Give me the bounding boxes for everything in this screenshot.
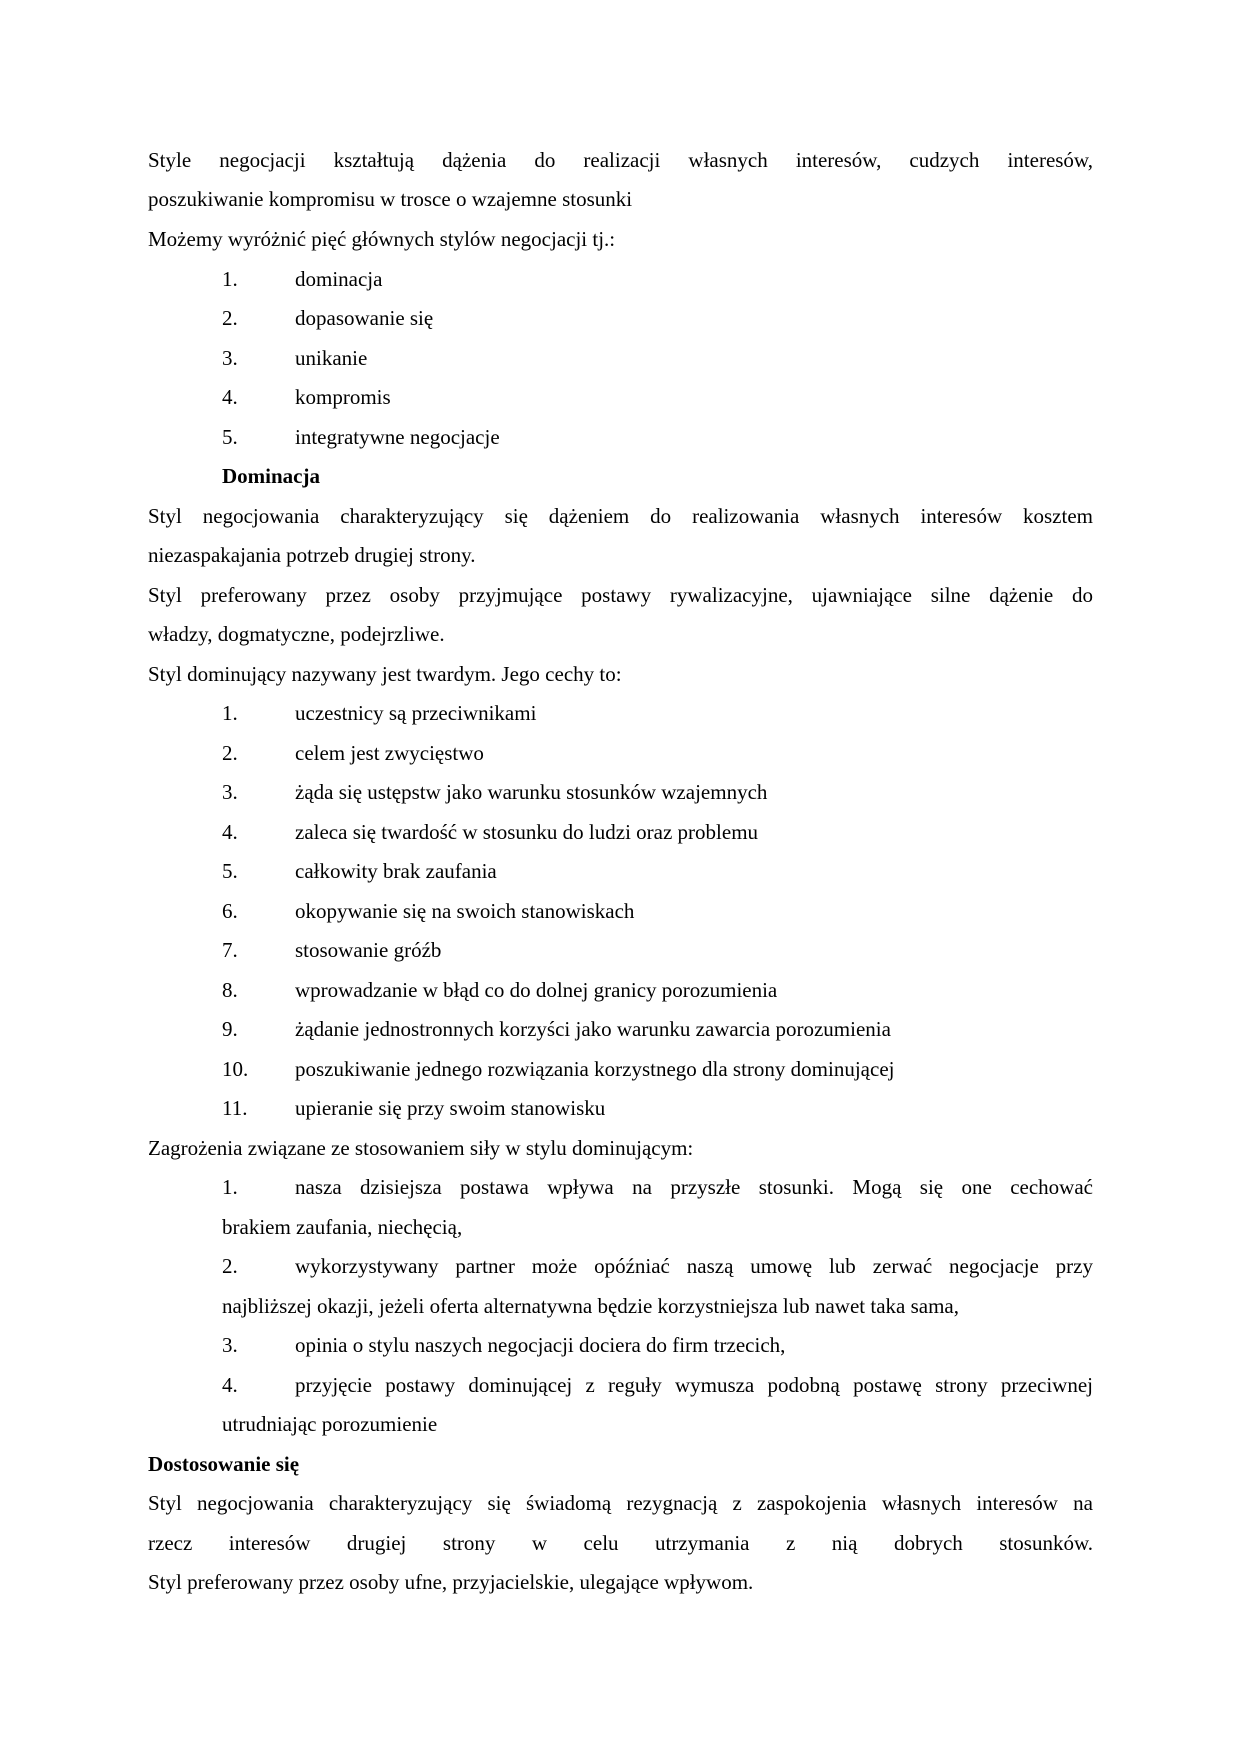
list-item: unikanie: [295, 346, 368, 370]
list-item: kompromis: [295, 385, 391, 409]
list-item: poszukiwanie jednego rozwiązania korzystnego dla strony dominującej: [295, 1057, 895, 1081]
dominacja-p1-line-1: Styl negocjowania charakteryzujący się dążeniem do realizowania własnych interesów kosztem: [148, 504, 1093, 528]
list-item-number: 5.: [222, 859, 238, 883]
dominacja-p1-line-2: niezaspakajania potrzeb drugiej strony.: [148, 543, 476, 567]
list-item-number: 3.: [222, 780, 238, 804]
intro-line-3: Możemy wyróżnić pięć głównych stylów negocjacji tj.:: [148, 227, 616, 251]
dostosowanie-line-1: Styl negocjowania charakteryzujący się świadomą rezygnacją z zaspokojenia własnych interesów na: [148, 1491, 1093, 1515]
list-item: dominacja: [295, 267, 383, 291]
list-item-number: 2.: [222, 1254, 238, 1278]
list-item-continuation: najbliższej okazji, jeżeli oferta alternatywna będzie korzystniejsza lub nawet taka sama,: [222, 1294, 959, 1318]
list-item: okopywanie się na swoich stanowiskach: [295, 899, 635, 923]
list-item-number: 10.: [222, 1057, 249, 1081]
list-item-number: 6.: [222, 899, 238, 923]
list-item: opinia o stylu naszych negocjacji dociera do firm trzecich,: [295, 1333, 786, 1357]
list-item-continuation: utrudniając porozumienie: [222, 1412, 438, 1436]
list-item: zaleca się twardość w stosunku do ludzi oraz problemu: [295, 820, 759, 844]
list-item-number: 7.: [222, 938, 238, 962]
intro-line-1: Style negocjacji kształtują dążenia do realizacji własnych interesów, cudzych interesów,: [148, 148, 1093, 172]
list-item: wykorzystywany partner może opóźniać naszą umowę lub zerwać negocjacje przy: [295, 1254, 1093, 1278]
threats-intro: Zagrożenia związane ze stosowaniem siły w stylu dominującym:: [148, 1136, 694, 1160]
list-item-number: 11.: [222, 1096, 248, 1120]
dominacja-p2-line-1: Styl preferowany przez osoby przyjmujące postawy rywalizacyjne, ujawniające silne dążenie do: [148, 583, 1093, 607]
heading-dostosowanie: Dostosowanie się: [148, 1452, 300, 1476]
list-item-number: 4.: [222, 1373, 238, 1397]
list-item: integratywne negocjacje: [295, 425, 500, 449]
list-item: celem jest zwycięstwo: [295, 741, 484, 765]
list-item: uczestnicy są przeciwnikami: [295, 701, 537, 725]
list-item-number: 2.: [222, 741, 238, 765]
heading-dominacja: Dominacja: [222, 464, 320, 488]
list-item: stosowanie gróźb: [295, 938, 442, 962]
list-item-number: 4.: [222, 820, 238, 844]
list-item-number: 1.: [222, 1175, 238, 1199]
list-item: wprowadzanie w błąd co do dolnej granicy porozumienia: [295, 978, 778, 1002]
list-item-number: 3.: [222, 1333, 238, 1357]
list-item: żąda się ustępstw jako warunku stosunków wzajemnych: [295, 780, 768, 804]
list-item-number: 9.: [222, 1017, 238, 1041]
list-item: dopasowanie się: [295, 306, 434, 330]
dostosowanie-line-3: Styl preferowany przez osoby ufne, przyjacielskie, ulegające wpływom.: [148, 1570, 754, 1594]
list-item-number: 8.: [222, 978, 238, 1002]
list-item-number: 5.: [222, 425, 238, 449]
dominacja-p3: Styl dominujący nazywany jest twardym. Jego cechy to:: [148, 662, 622, 686]
list-item-continuation: brakiem zaufania, niechęcią,: [222, 1215, 463, 1239]
list-item-number: 1.: [222, 267, 238, 291]
dominacja-p2-line-2: władzy, dogmatyczne, podejrzliwe.: [148, 622, 445, 646]
list-item-number: 4.: [222, 385, 238, 409]
list-item: całkowity brak zaufania: [295, 859, 497, 883]
list-item-number: 1.: [222, 701, 238, 725]
intro-line-2: poszukiwanie kompromisu w trosce o wzajemne stosunki: [148, 187, 633, 211]
dostosowanie-line-2: rzecz interesów drugiej strony w celu utrzymania z nią dobrych stosunków.: [148, 1531, 1093, 1555]
list-item: nasza dzisiejsza postawa wpływa na przyszłe stosunki. Mogą się one cechować: [295, 1175, 1093, 1199]
list-item: przyjęcie postawy dominującej z reguły wymusza podobną postawę strony przeciwnej: [295, 1373, 1093, 1397]
list-item-number: 3.: [222, 346, 238, 370]
list-item-number: 2.: [222, 306, 238, 330]
list-item: upieranie się przy swoim stanowisku: [295, 1096, 606, 1120]
list-item: żądanie jednostronnych korzyści jako warunku zawarcia porozumienia: [295, 1017, 891, 1041]
